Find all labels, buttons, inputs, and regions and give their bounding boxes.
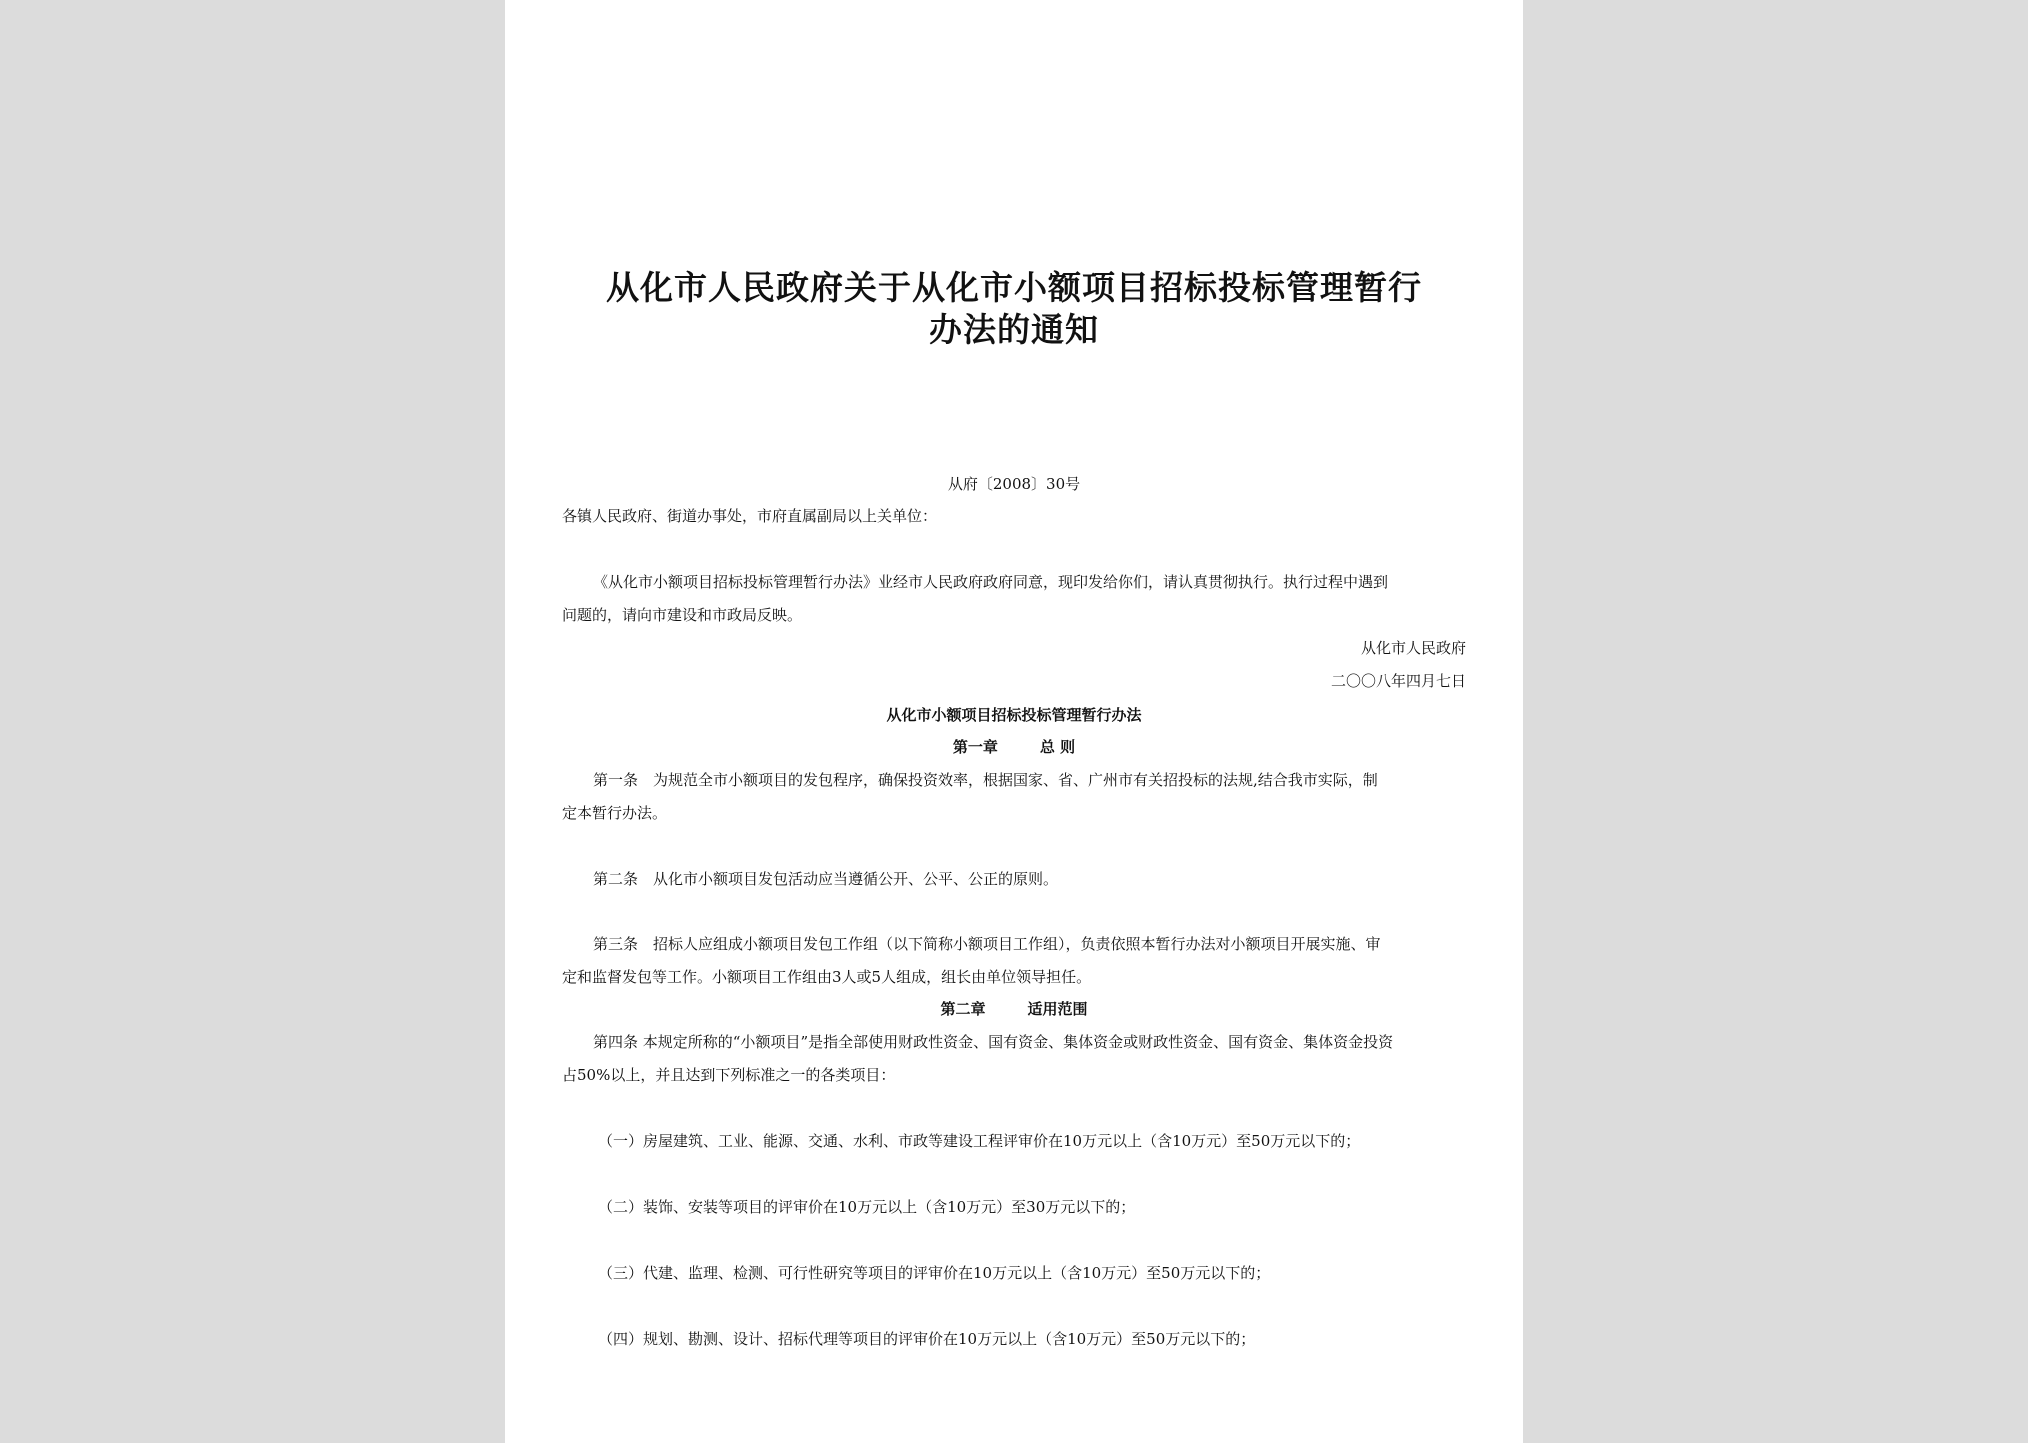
regulation-title: 从化市小额项目招标投标管理暂行办法 [886, 706, 1142, 724]
article-2: 第二条 从化市小额项目发包活动应当遵循公开、公平、公正的原则。 [593, 870, 1059, 888]
chapter-number: 第一章 [952, 738, 998, 756]
chapter-heading-2 [560, 999, 1468, 1019]
chapter-name: 总 则 [1039, 738, 1076, 756]
article-3-line1: 第三条 招标人应组成小额项目发包工作组（以下简称小额项目工作组），负责依照本暂行办法对小额项目开展实施、审 [593, 935, 1381, 953]
article-3-line2: 定和监督发包等工作。小额项目工作组由3人或5人组成，组长由单位领导担任。 [562, 968, 1092, 986]
notice-paragraph-line1: 《从化市小额项目招标投标管理暂行办法》业经市人民政府政府同意，现印发给你们，请认真贯彻执行。执行过程中遇到 [593, 573, 1389, 591]
list-item-1: （一）房屋建筑、工业、能源、交通、水利、市政等建设工程评审价在10万元以上（含10万元）至50万元以下的； [598, 1132, 1361, 1150]
notice-paragraph-line2: 问题的，请向市建设和市政局反映。 [562, 606, 803, 624]
document-number: 从府〔2008〕30号 [947, 475, 1081, 493]
article-4-line1: 第四条 本规定所称的“小额项目”是指全部使用财政性资金、国有资金、集体资金或财政性资金、国有资金、集体资金投资 [593, 1033, 1394, 1051]
list-item-4: （四）规划、勘测、设计、招标代理等项目的评审价在10万元以上（含10万元）至50万元以下的； [598, 1330, 1256, 1348]
document-title-line2: 办法的通知 [929, 310, 1099, 349]
chapter-heading-1 [560, 737, 1468, 757]
issuer-signature: 从化市人民政府 [1360, 639, 1466, 657]
issue-date: 二〇〇八年四月七日 [1330, 672, 1466, 690]
chapter-name: 适用范围 [1027, 1000, 1088, 1018]
chapter-number: 第二章 [940, 1000, 986, 1018]
addressee: 各镇人民政府、街道办事处，市府直属副局以上关单位： [562, 507, 938, 525]
article-1-line1: 第一条 为规范全市小额项目的发包程序，确保投资效率，根据国家、省、广州市有关招投标的法规,结合我市实际，制 [593, 771, 1378, 789]
list-item-3: （三）代建、监理、检测、可行性研究等项目的评审价在10万元以上（含10万元）至50万元以下的； [598, 1264, 1271, 1282]
document-page [505, 0, 1523, 1443]
list-item-2: （二）装饰、安装等项目的评审价在10万元以上（含10万元）至30万元以下的； [598, 1198, 1136, 1216]
article-1-line2: 定本暂行办法。 [562, 804, 668, 822]
article-4-line2: 占50%以上，并且达到下列标准之一的各类项目： [562, 1066, 896, 1084]
document-title-line1: 从化市人民政府关于从化市小额项目招标投标管理暂行 [606, 268, 1422, 307]
